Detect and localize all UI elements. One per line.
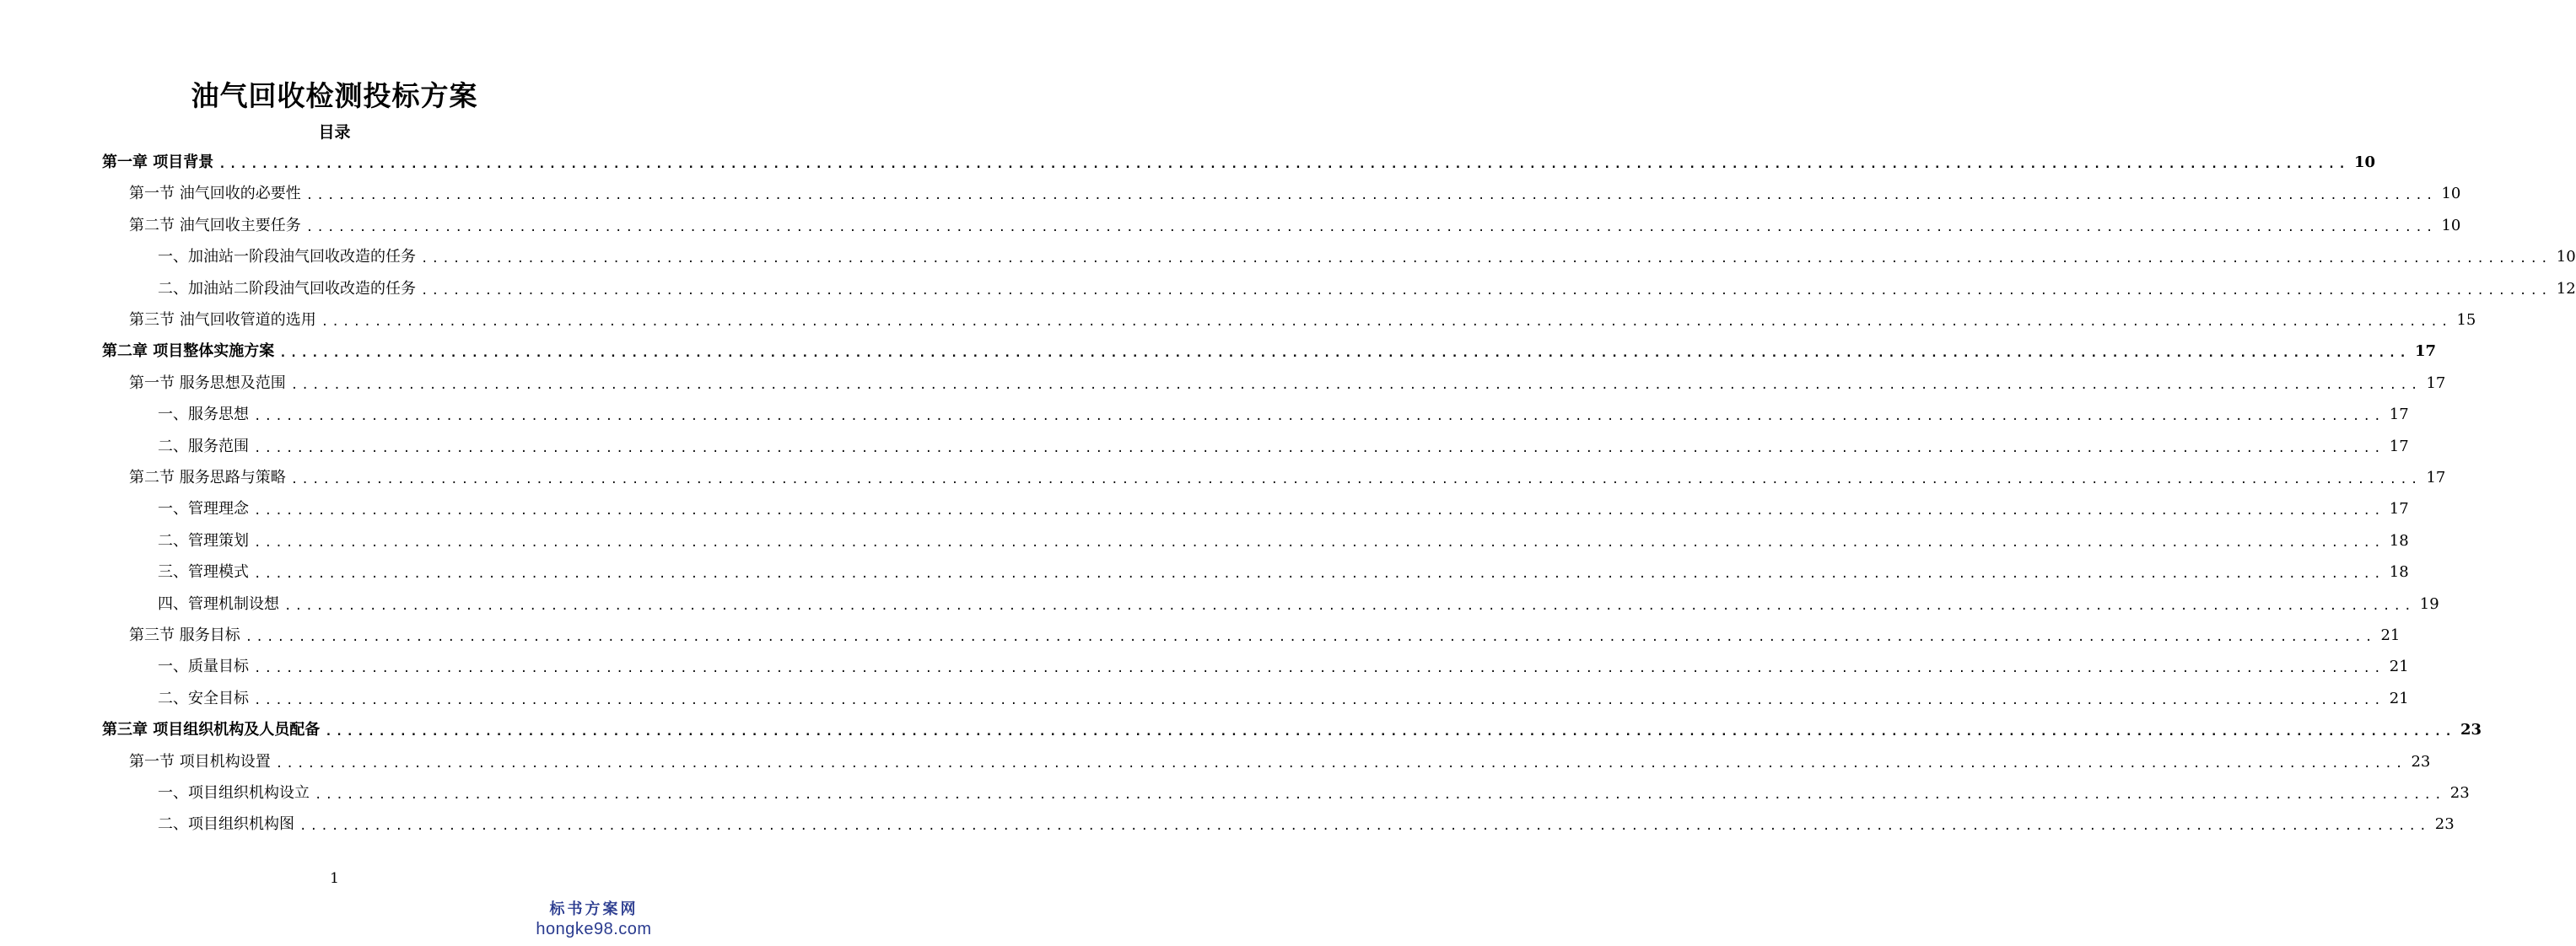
toc-entry[interactable] xyxy=(129,179,2461,204)
toc-entry[interactable] xyxy=(102,715,2482,740)
toc-entry[interactable] xyxy=(129,368,2446,394)
toc-entry-label: 二、项目组织机构图 xyxy=(158,815,294,834)
toc-entry-label: 一、项目组织机构设立 xyxy=(158,784,310,802)
toc-entry[interactable] xyxy=(102,336,2437,362)
toc-entry[interactable] xyxy=(158,526,2409,551)
toc-entry[interactable] xyxy=(158,589,2439,615)
toc-entry-page: 17 xyxy=(2426,469,2446,486)
toc-entry-page: 18 xyxy=(2389,563,2409,582)
toc-leader-dots: ........................................................................................................................................................................................................ xyxy=(218,158,2350,171)
toc-entry[interactable] xyxy=(158,400,2409,425)
toc-entry-page: 17 xyxy=(2389,500,2409,519)
toc-leader-dots: ........................................................................................................................................................................................................ xyxy=(290,378,2422,392)
toc-entry[interactable] xyxy=(129,747,2431,772)
document-title: 油气回收检测投标方案 xyxy=(191,79,478,112)
toc-entry-page: 15 xyxy=(2456,311,2476,329)
toc-entry-label: 二、加油站二阶段油气回收改造的任务 xyxy=(158,279,416,298)
toc-leader-dots: ........................................................................................................................................................................................................ xyxy=(245,631,2376,644)
toc-entry[interactable] xyxy=(158,242,2576,267)
toc-leader-dots: ........................................................................................................................................................................................................ xyxy=(254,662,2385,676)
toc-leader-dots: ........................................................................................................................................................................................................ xyxy=(254,693,2385,707)
toc-entry-page: 23 xyxy=(2434,815,2455,834)
toc-entry-page: 19 xyxy=(2419,594,2439,613)
toc-leader-dots: ........................................................................................................................................................................................................ xyxy=(279,347,2411,361)
page-number: 1 xyxy=(330,870,339,887)
toc-entry-page: 18 xyxy=(2389,531,2409,550)
toc-entry-page: 21 xyxy=(2389,658,2409,676)
toc-entry-label: 三、管理模式 xyxy=(158,563,249,582)
toc-entry-page: 17 xyxy=(2426,374,2446,392)
toc-entry-label: 第一节 服务思想及范围 xyxy=(129,374,286,392)
toc-leader-dots: ........................................................................................................................................................................................................ xyxy=(254,567,2385,582)
toc-leader-dots: ........................................................................................................................................................................................................ xyxy=(321,315,2452,329)
toc-entry-label: 一、加油站一阶段油气回收改造的任务 xyxy=(158,248,416,266)
toc-leader-dots: ........................................................................................................................................................................................................ xyxy=(254,441,2385,455)
toc-entry[interactable] xyxy=(158,274,2576,299)
toc-entry[interactable] xyxy=(158,684,2409,709)
toc-entry[interactable] xyxy=(158,652,2409,677)
toc-leader-dots: ........................................................................................................................................................................................................ xyxy=(325,725,2456,739)
toc-leader-dots: ........................................................................................................................................................................................................ xyxy=(305,220,2437,234)
toc-entry-page: 17 xyxy=(2415,342,2437,361)
toc-entry-label: 第二节 服务思路与策略 xyxy=(129,469,286,486)
toc-leader-dots: ........................................................................................................................................................................................................ xyxy=(254,410,2385,424)
toc-entry-label: 二、管理策划 xyxy=(158,531,249,550)
toc-entry[interactable] xyxy=(129,621,2401,646)
toc-entry[interactable] xyxy=(158,809,2455,835)
toc-entry-label: 一、质量目标 xyxy=(158,658,249,676)
toc-entry-label: 第二章 项目整体实施方案 xyxy=(102,342,275,361)
watermark-url: hongke98.com xyxy=(536,920,652,938)
toc-entry[interactable] xyxy=(129,211,2461,236)
toc-entry[interactable] xyxy=(129,305,2476,331)
toc-leader-dots: ........................................................................................................................................................................................................ xyxy=(254,535,2385,550)
toc-leader-dots: ........................................................................................................................................................................................................ xyxy=(305,189,2437,203)
toc-entry[interactable] xyxy=(129,463,2446,488)
toc-entry-label: 第一节 项目机构设置 xyxy=(129,752,271,771)
toc-entry-label: 第三章 项目组织机构及人员配备 xyxy=(102,721,321,739)
watermark-site-name: 标书方案网 xyxy=(549,900,639,918)
toc-entry-page: 23 xyxy=(2460,721,2482,739)
toc-entry[interactable] xyxy=(158,557,2409,583)
toc-entry-page: 12 xyxy=(2556,279,2576,298)
toc-leader-dots: ........................................................................................................................................................................................................ xyxy=(275,756,2406,771)
toc-entry-page: 10 xyxy=(2556,248,2576,266)
toc-entry-label: 第三节 服务目标 xyxy=(129,626,240,644)
toc-entry[interactable] xyxy=(158,432,2409,457)
toc-entry-page: 17 xyxy=(2389,406,2409,424)
site-watermark xyxy=(531,900,657,939)
toc-leader-dots: ........................................................................................................................................................................................................ xyxy=(299,820,2430,834)
toc-entry-label: 第二节 油气回收主要任务 xyxy=(129,216,301,234)
toc-entry-label: 第三节 油气回收管道的选用 xyxy=(129,311,316,329)
toc-entry-label: 二、安全目标 xyxy=(158,689,249,707)
toc-leader-dots: ........................................................................................................................................................................................................ xyxy=(315,788,2445,802)
toc-entry-label: 第一章 项目背景 xyxy=(102,153,214,171)
toc-entry-label: 四、管理机制设想 xyxy=(158,594,279,613)
toc-leader-dots: ........................................................................................................................................................................................................ xyxy=(421,283,2552,298)
toc-entry-page: 21 xyxy=(2389,689,2409,707)
toc-entry-page: 10 xyxy=(2441,216,2461,234)
toc-entry-page: 21 xyxy=(2380,626,2401,644)
toc-entry-page: 17 xyxy=(2389,437,2409,455)
toc-leader-dots: ........................................................................................................................................................................................................ xyxy=(284,599,2415,613)
toc-heading: 目录 xyxy=(318,123,351,142)
toc-entry-label: 一、管理理念 xyxy=(158,500,249,519)
toc-entry[interactable] xyxy=(158,494,2409,519)
toc-entry-page: 10 xyxy=(2441,185,2461,203)
toc-entry[interactable] xyxy=(158,778,2470,804)
toc-entry-page: 23 xyxy=(2449,784,2470,802)
toc-leader-dots: ........................................................................................................................................................................................................ xyxy=(421,252,2552,266)
toc-entry-page: 23 xyxy=(2411,752,2431,771)
toc-entry-label: 第一节 油气回收的必要性 xyxy=(129,185,301,203)
toc-entry-label: 一、服务思想 xyxy=(158,406,249,424)
toc-leader-dots: ........................................................................................................................................................................................................ xyxy=(254,504,2385,519)
toc-entry-page: 10 xyxy=(2354,153,2376,171)
toc-entry[interactable] xyxy=(102,148,2376,173)
toc-entry-label: 二、服务范围 xyxy=(158,437,249,455)
toc-leader-dots: ........................................................................................................................................................................................................ xyxy=(290,473,2422,486)
